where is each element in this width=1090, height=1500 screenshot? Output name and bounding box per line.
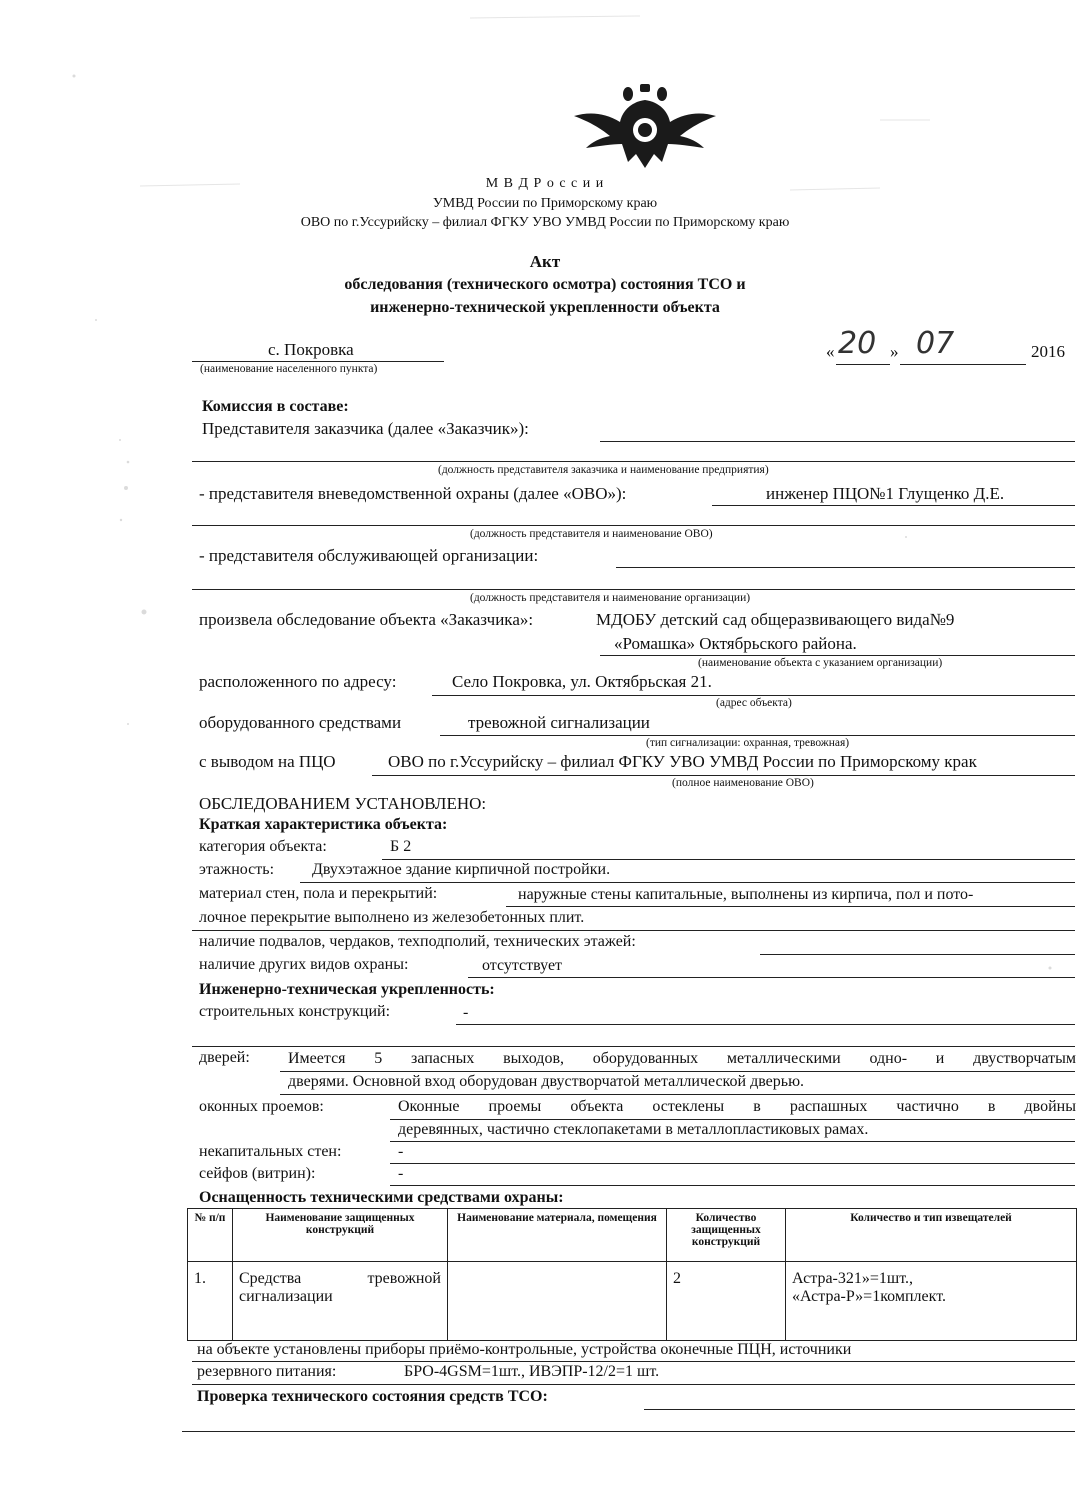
ovo-caption: (должность представителя и наименование ОВО)	[470, 528, 713, 540]
col-count: Количество защищенных конструкций	[667, 1209, 786, 1262]
windows-value-line2: деревянных, частично стеклопакетами в металлопластиковых рамах.	[398, 1121, 869, 1138]
basements-label: наличие подвалов, чердаков, техподполий, технических этажей:	[199, 933, 636, 950]
walls-label: некапитальных стен:	[199, 1143, 342, 1160]
row-name: Средства тревожной сигнализации	[233, 1262, 448, 1341]
object-name-caption: (наименование объекта с указанием организации)	[698, 657, 943, 669]
equipment-table	[187, 1208, 1077, 1341]
service-caption: (должность представителя и наименование организации)	[470, 592, 751, 604]
devices-line1: на объекте установлены приборы приёмо-контрольные, устройства оконечные ПЦН, источники	[197, 1341, 852, 1358]
object-name-line2: «Ромашка» Октябрьского района.	[614, 634, 857, 653]
document-title: Акт	[529, 252, 561, 271]
floors-label: этажность:	[199, 861, 275, 878]
output-value: ОВО по г.Уссурийску – филиал ФГКУ УВО УМВД России по Приморскому крак	[388, 752, 977, 771]
windows-value-line1: Оконные проемы объекта остеклены в распашных частично в двойны	[398, 1098, 1076, 1115]
check-heading: Проверка технического состояния средств ТСО:	[197, 1388, 548, 1405]
document-subtitle-line2: инженерно-технической укрепленности объекта	[370, 299, 720, 316]
place-caption: (наименование населенного пункта)	[200, 363, 378, 375]
service-label: - представителя обслуживающей организации:	[199, 546, 539, 565]
date-day: 20	[838, 326, 877, 361]
walls-value: -	[398, 1143, 404, 1160]
windows-label: оконных проемов:	[199, 1098, 324, 1115]
dept-title: УМВД России по Приморскому краю	[432, 196, 658, 211]
address-label: расположенного по адресу:	[199, 672, 397, 691]
date-year: 2016	[1031, 342, 1065, 361]
devices-line2-label: резервного питания:	[197, 1363, 337, 1380]
row-material	[448, 1262, 667, 1341]
date-quote-close: »	[890, 342, 899, 361]
table-row	[188, 1262, 1077, 1341]
equipment-heading: Оснащенность техническими средствами охраны:	[199, 1189, 564, 1206]
col-num: № п/п	[188, 1209, 233, 1262]
object-name-line1: МДОБУ детский сад общеразвивающего вида№9	[596, 610, 955, 629]
row-detectors	[786, 1262, 1077, 1341]
devices-line2-value: БРО-4GSM=1шт., ИВЭПР-12/2=1 шт.	[404, 1363, 660, 1380]
output-caption: (полное наименование ОВО)	[672, 777, 814, 789]
doors-value-line2: дверями. Основной вход оборудован двустворчатой металлической дверью.	[288, 1073, 805, 1090]
materials-value-line2: лочное перекрытие выполнено из железобетонных плит.	[199, 909, 585, 926]
floors-value: Двухэтажное здание кирпичной постройки.	[312, 861, 611, 878]
mvd-eagle-emblem	[570, 82, 720, 174]
col-material: Наименование материала, помещения	[448, 1209, 667, 1262]
doors-value-line1: Имеется 5 запасных выходов, оборудованных металлическими одно- и двустворчатым	[288, 1050, 1076, 1067]
safes-value: -	[398, 1165, 404, 1182]
customer-label: Представителя заказчика (далее «Заказчик»):	[202, 419, 529, 438]
materials-label: материал стен, пола и перекрытий:	[199, 885, 438, 902]
survey-label: произвела обследование объекта «Заказчика»:	[199, 610, 534, 629]
col-detectors: Количество и тип извещателей	[786, 1209, 1077, 1262]
row-num: 1.	[188, 1262, 233, 1341]
row-count: 2	[667, 1262, 786, 1341]
ovo-label: - представителя вневедомственной охраны (далее «ОВО»):	[199, 484, 627, 503]
place-value: с. Покровка	[268, 340, 354, 359]
customer-caption: (должность представителя заказчика и наименование предприятия)	[438, 464, 769, 476]
ovo-value: инженер ПЦО№1 Глущенко Д.Е.	[766, 484, 1005, 503]
agency-title: М В Д Р о с с и и	[485, 176, 605, 191]
address-caption: (адрес объекта)	[716, 697, 792, 709]
address-value: Село Покровка, ул. Октябрьская 21.	[452, 672, 712, 691]
branch-title: ОВО по г.Уссурийску – филиал ФГКУ УВО УМВД России по Приморскому краю	[300, 215, 790, 230]
col-structures: Наименование защищенных конструкций	[233, 1209, 448, 1262]
doors-label: дверей:	[199, 1049, 250, 1066]
equipped-value: тревожной сигнализации	[468, 713, 650, 732]
safes-label: сейфов (витрин):	[199, 1165, 316, 1182]
commission-heading: Комиссия в составе:	[202, 398, 349, 415]
category-label: категория объекта:	[199, 838, 327, 855]
structures-label: строительных конструкций:	[199, 1003, 391, 1020]
findings-heading: ОБСЛЕДОВАНИЕМ УСТАНОВЛЕНО:	[199, 794, 487, 813]
output-label: с выводом на ПЦО	[199, 752, 336, 771]
other-security-value: отсутствует	[482, 957, 563, 974]
date-quote-open: «	[826, 342, 835, 361]
date-month: 07	[916, 326, 955, 361]
short-heading: Краткая характеристика объекта:	[199, 816, 448, 833]
materials-value-line1: наружные стены капитальные, выполнены из кирпича, пол и пото-	[518, 886, 974, 903]
detectors-line2: «Астра-Р»=1комплект.	[792, 1288, 946, 1305]
structures-value: -	[463, 1004, 469, 1021]
equipped-caption: (тип сигнализации: охранная, тревожная)	[646, 737, 850, 749]
equipped-label: оборудованного средствами	[199, 713, 402, 732]
detectors-line1: Астра-321»=1шт.,	[792, 1270, 914, 1287]
document-subtitle-line1: обследования (технического осмотра) состояния ТСО и	[344, 276, 746, 293]
fortification-heading: Инженерно-техническая укрепленность:	[199, 981, 495, 998]
other-security-label: наличие других видов охраны:	[199, 956, 409, 973]
category-value: Б 2	[390, 838, 412, 855]
